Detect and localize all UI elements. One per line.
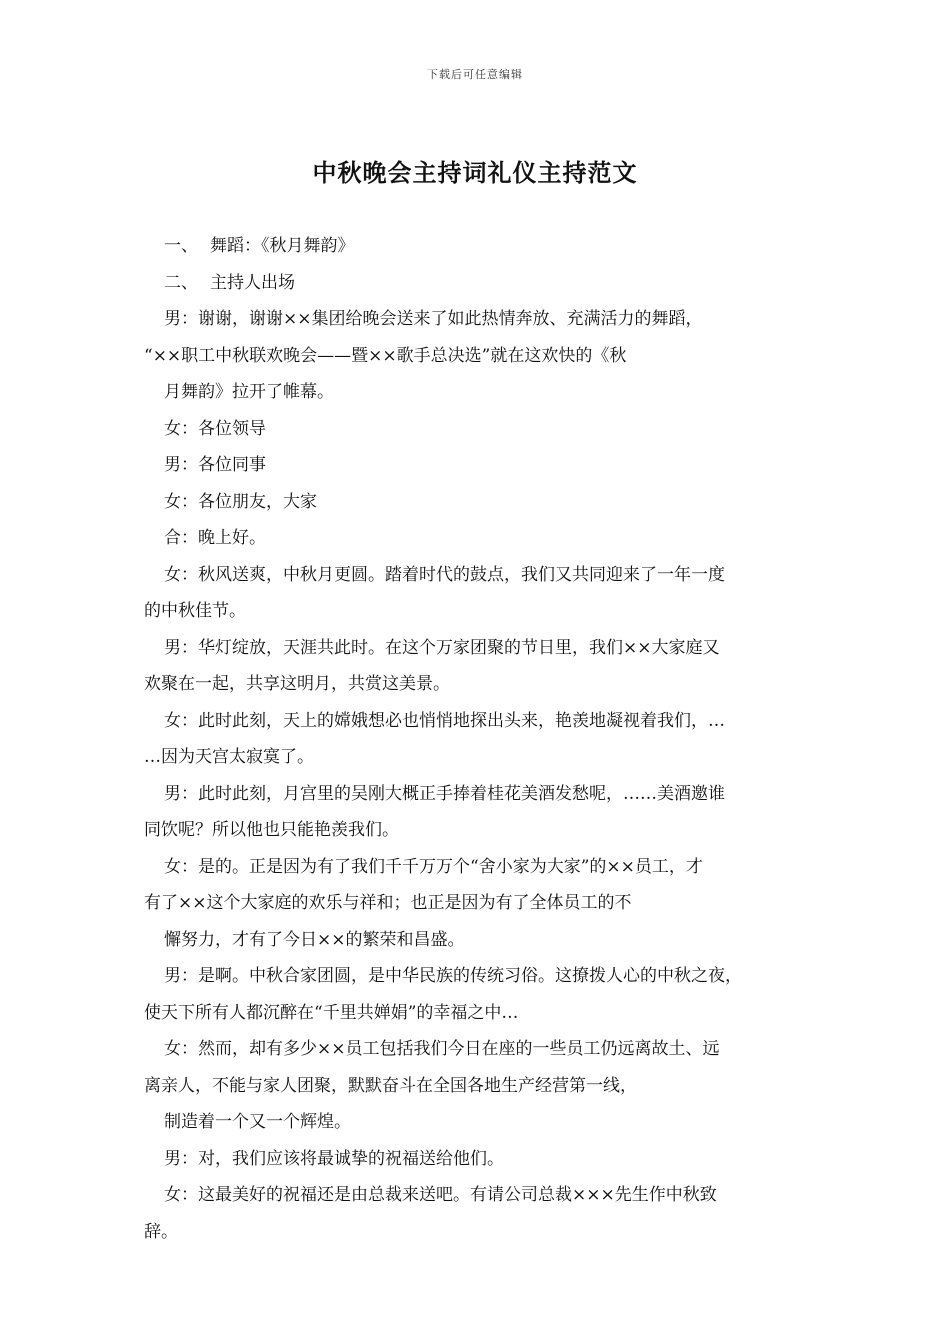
- document-title: 中秋晚会主持词礼仪主持范文: [312, 158, 638, 187]
- text-line: 男：是啊。中秋合家团圆，是中华民族的传统习俗。这撩拨人心的中秋之夜，: [164, 966, 742, 986]
- text-line: “××职工中秋联欢晚会——暨××歌手总决选”就在这欢快的《秋: [144, 345, 627, 366]
- text-line: 男：此时此刻，月宫里的吴刚大概正手捧着桂花美酒发愁呢，……美酒邀谁: [164, 783, 725, 804]
- text-line: 月舞韵》拉开了帷幕。: [164, 382, 334, 402]
- text-line: …因为天宫太寂寞了。: [144, 747, 314, 767]
- text-line: 辞。: [144, 1221, 178, 1242]
- text-line: 女：各位领导: [164, 418, 266, 439]
- text-line: 同饮呢？所以他也只能艳羡我们。: [144, 820, 399, 840]
- text-line: 欢聚在一起，共享这明月，共赏这美景。: [144, 674, 450, 694]
- text-line: 女：各位朋友，大家: [164, 491, 317, 512]
- header-note: 下载后可任意编辑: [427, 68, 523, 81]
- text-line: 女：是的。正是因为有了我们千千万万个“舍小家为大家”的××员工，才: [164, 856, 703, 877]
- list-item-text: 舞蹈：《秋月舞韵》: [210, 236, 355, 256]
- text-line: 合：晚上好。: [164, 528, 266, 548]
- list-number: 二、: [164, 272, 198, 293]
- dialogue-lines: [144, 301, 824, 1250]
- text-line: 女：这最美好的祝福还是由总裁来送吧。有请公司总裁×××先生作中秋致: [164, 1185, 717, 1205]
- text-line: 女：然而，却有多少××员工包括我们今日在座的一些员工仍远离故土、远: [164, 1039, 720, 1059]
- text-line: 离亲人，不能与家人团聚，默默奋斗在全国各地生产经营第一线，: [144, 1075, 637, 1096]
- list-item: [144, 265, 824, 302]
- document-body: [144, 228, 824, 1250]
- text-line: 女：秋风送爽，中秋月更圆。踏着时代的鼓点，我们又共同迎来了一年一度: [164, 564, 725, 585]
- list-number: 一、: [164, 236, 198, 256]
- text-line: 男：华灯绽放，天涯共此时。在这个万家团聚的节日里，我们××大家庭又: [164, 637, 720, 658]
- list-item-text: 主持人出场: [210, 272, 295, 293]
- text-line: 的中秋佳节。: [144, 601, 246, 621]
- text-line: 制造着一个又一个辉煌。: [164, 1112, 351, 1132]
- text-line: 男：各位同事: [164, 455, 266, 475]
- text-line: 男：谢谢，谢谢××集团给晚会送来了如此热情奔放、充满活力的舞蹈，: [164, 309, 703, 329]
- text-line: 懈努力，才有了今日××的繁荣和昌盛。: [164, 929, 465, 950]
- text-line: 使天下所有人都沉醉在“千里共婵娟”的幸福之中…: [144, 1002, 519, 1023]
- list-item: [144, 228, 824, 265]
- text-line: 有了××这个大家庭的欢乐与祥和；也正是因为有了全体员工的不: [144, 893, 632, 913]
- text-line: 女：此时此刻，天上的嫦娥想必也悄悄地探出头来，艳羡地凝视着我们，…: [164, 710, 725, 731]
- text-line: 男：对，我们应该将最诚挚的祝福送给他们。: [164, 1148, 504, 1169]
